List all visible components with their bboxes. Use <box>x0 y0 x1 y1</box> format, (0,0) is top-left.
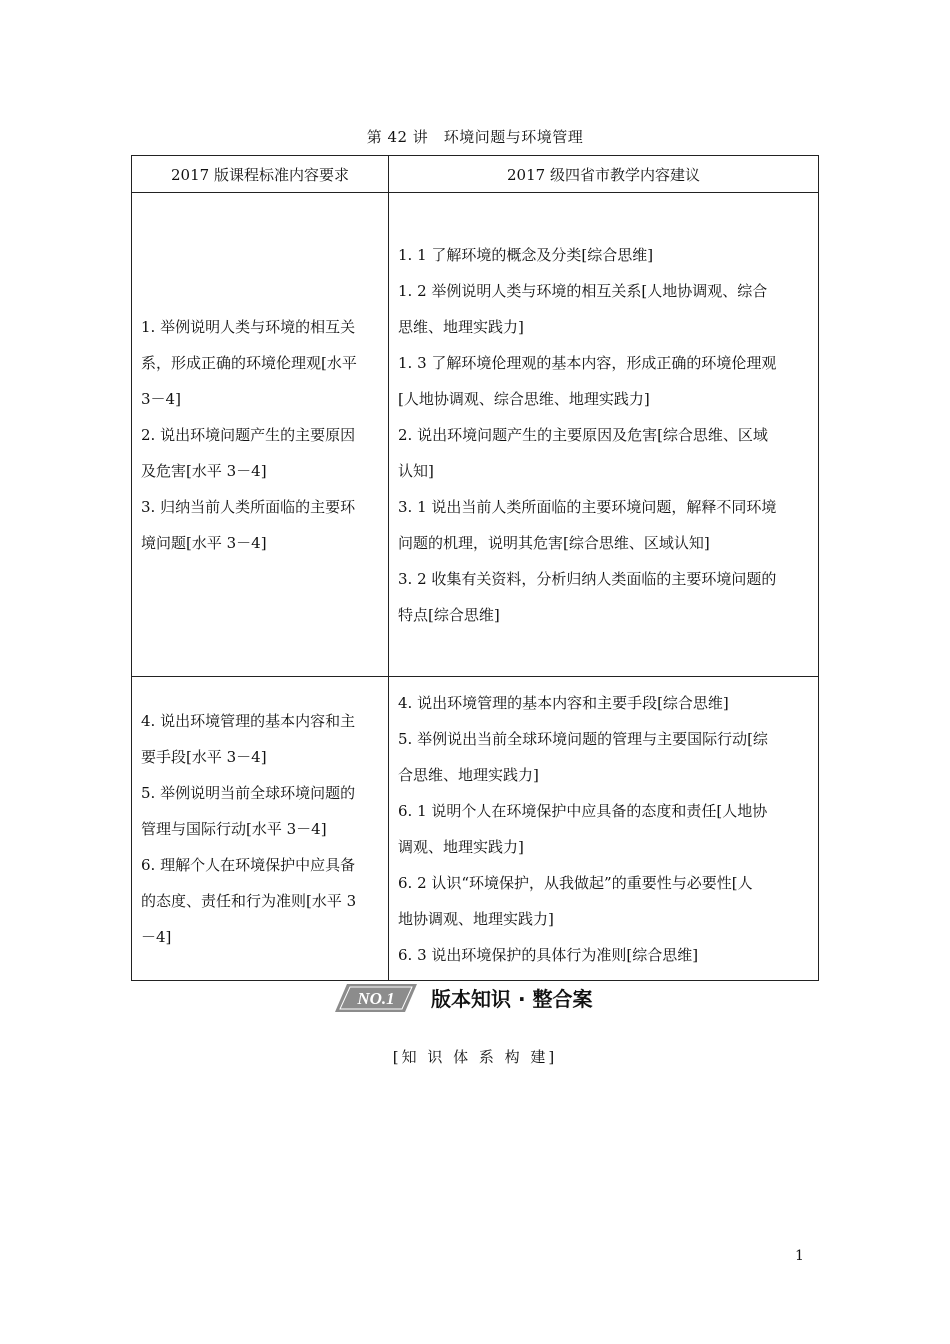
text-line: 及危害[水平 3－4] <box>141 461 267 480</box>
text-line: 2. 说出环境问题产生的主要原因 <box>141 425 356 444</box>
row1-left-text <box>132 309 388 561</box>
page-title: 第 42 讲 环境问题与环境管理 <box>366 128 584 146</box>
text-line: 要手段[水平 3－4] <box>141 747 267 766</box>
text-line: 6. 3 说出环境保护的具体行为准则[综合思维] <box>398 945 699 964</box>
text-line: 3. 1 说出当前人类所面临的主要环境问题，解释不同环境 <box>398 497 777 516</box>
text-line: 合思维、地理实践力] <box>398 765 539 784</box>
text-line: 认知] <box>398 461 434 480</box>
page-number: 1 <box>795 1248 804 1264</box>
text-line: 境问题[水平 3－4] <box>141 533 267 552</box>
row1-right-cell <box>389 193 819 677</box>
section-badge <box>335 984 417 1012</box>
section-subtitle: [知 识 体 系 构 建] <box>392 1048 558 1066</box>
row2-right-text <box>389 685 818 973</box>
text-line: 问题的机理，说明其危害[综合思维、区域认知] <box>398 533 710 552</box>
text-line: 管理与国际行动[水平 3－4] <box>141 819 327 838</box>
text-line: 调观、地理实践力] <box>398 837 524 856</box>
text-line: 6. 1 说明个人在环境保护中应具备的态度和责任[人地协 <box>398 801 768 820</box>
text-line: 5. 举例说出当前全球环境问题的管理与主要国际行动[综 <box>398 729 768 748</box>
table-row <box>132 677 819 981</box>
header-standard: 2017 版课程标准内容要求 <box>132 156 389 193</box>
text-line: 3. 2 收集有关资料，分析归纳人类面临的主要环境问题的 <box>398 569 777 588</box>
text-line: 1. 2 举例说明人类与环境的相互关系[人地协调观、综合 <box>398 281 768 300</box>
text-line: 思维、地理实践力] <box>398 317 524 336</box>
text-line: 4. 说出环境管理的基本内容和主 <box>141 711 356 730</box>
text-line: 2. 说出环境问题产生的主要原因及危害[综合思维、区域 <box>398 425 768 444</box>
text-line: 1. 举例说明人类与环境的相互关 <box>141 317 356 336</box>
curriculum-table <box>131 155 819 981</box>
text-line: 4. 说出环境管理的基本内容和主要手段[综合思维] <box>398 693 729 712</box>
row1-right-text <box>389 237 818 633</box>
text-line: 1. 3 了解环境伦理观的基本内容，形成正确的环境伦理观 <box>398 353 777 372</box>
text-line: 1. 1 了解环境的概念及分类[综合思维] <box>398 245 654 264</box>
text-line: 地协调观、地理实践力] <box>398 909 554 928</box>
text-line: 特点[综合思维] <box>398 605 500 624</box>
text-line: 3－4] <box>141 389 181 408</box>
row1-left-cell <box>132 193 389 677</box>
text-line: 3. 归纳当前人类所面临的主要环 <box>141 497 356 516</box>
table-row <box>132 193 819 677</box>
table-header-row <box>132 156 819 193</box>
text-line: 的态度、责任和行为准则[水平 3 <box>141 891 357 910</box>
text-line: 系，形成正确的环境伦理观[水平 <box>141 353 357 372</box>
text-line: 6. 理解个人在环境保护中应具备 <box>141 855 356 874</box>
text-line: 5. 举例说明当前全球环境问题的 <box>141 783 356 802</box>
badge-label: NO.1 <box>357 989 395 1008</box>
text-line: －4] <box>141 927 172 946</box>
text-line: [人地协调观、综合思维、地理实践力] <box>398 389 650 408</box>
row2-left-text <box>132 703 388 955</box>
text-line: 6. 2 认识“环境保护，从我做起”的重要性与必要性[人 <box>398 873 753 892</box>
header-suggestion: 2017 级四省市教学内容建议 <box>389 156 819 193</box>
row2-left-cell <box>132 677 389 981</box>
row2-right-cell <box>389 677 819 981</box>
section-title: 版本知识 · 整合案 <box>431 987 593 1011</box>
